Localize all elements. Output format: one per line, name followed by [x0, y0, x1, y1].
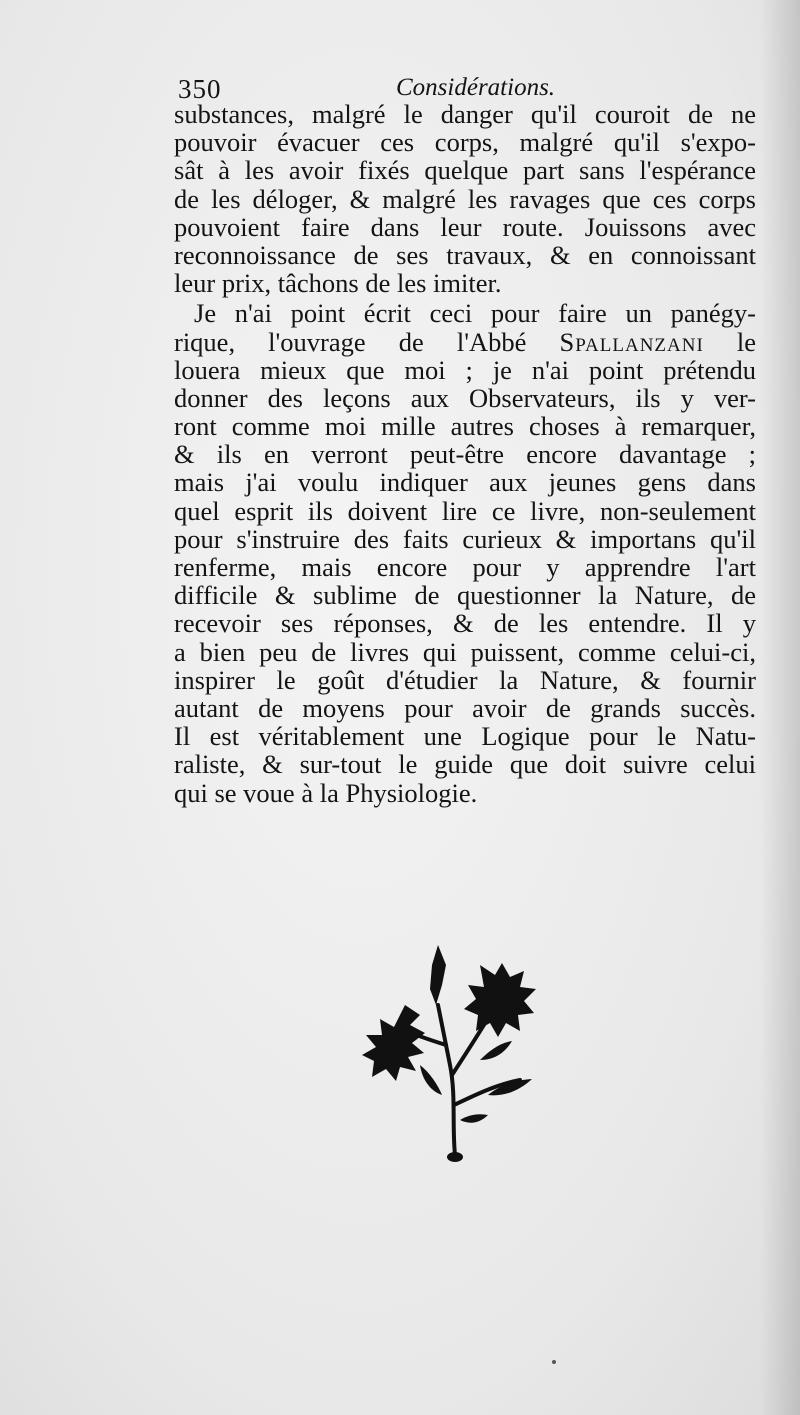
text-line-with-name: [174, 328, 756, 356]
running-head: Considérations.: [396, 74, 556, 101]
page-edge-shadow: [760, 0, 800, 1415]
text-line: substances, malgré le danger qu'il couroit de ne: [174, 99, 756, 129]
text-line: qui se voue à la Physiologie.: [174, 777, 478, 808]
text-line: & ils en verront peut-être encore davantage ;: [174, 439, 756, 470]
stray-ink-dot: [552, 1360, 556, 1364]
text-line: sât à les avoir fixés quelque part sans l'espérance: [174, 155, 756, 186]
text-line: pour s'instruire des faits curieux & importans qu'il: [174, 523, 756, 554]
text-line: reconnoissance de ses travaux, & en connoissant: [174, 239, 756, 270]
text-line: autant de moyens pour avoir de grands succès.: [174, 692, 756, 723]
text-line: pouvoir évacuer ces corps, malgré qu'il s'expo-: [174, 127, 756, 158]
text-fragment: rique, l'ouvrage de l'Abbé: [174, 326, 527, 357]
text-line: quel esprit ils doivent lire ce livre, non-seulement: [174, 495, 756, 526]
text-line: mais j'ai voulu indiquer aux jeunes gens dans: [174, 467, 756, 498]
text-line: inspirer le goût d'étudier la Nature, & fournir: [174, 664, 756, 695]
floral-fleuron-icon: [360, 945, 545, 1170]
text-fragment: le: [736, 326, 757, 357]
body-text: [174, 100, 756, 807]
text-line: louera mieux que moi ; je n'ai point prétendu: [174, 354, 756, 385]
author-name: Spallanzani: [559, 326, 704, 357]
text-line: recevoir ses réponses, & de les entendre. Il y: [174, 608, 756, 639]
text-line: renferme, mais encore pour y apprendre l'art: [174, 552, 756, 582]
page-number: 350: [178, 74, 222, 104]
text-line: pouvoient faire dans leur route. Jouissons avec: [174, 211, 756, 242]
text-line: raliste, & sur-tout le guide que doit suivre celui: [174, 749, 756, 780]
text-line: a bien peu de livres qui puissent, comme celui-ci,: [174, 636, 756, 667]
text-line: Il est véritablement une Logique pour le Natu-: [174, 721, 756, 752]
text-line: ront comme moi mille autres choses à remarquer,: [174, 411, 756, 442]
text-line: donner des leçons aux Observateurs, ils y ver-: [174, 382, 756, 413]
text-line: Je n'ai point écrit ceci pour faire un panégy-: [194, 298, 756, 329]
text-line: de les déloger, & malgré les ravages que ces corps: [174, 183, 756, 214]
text-line: difficile & sublime de questionner la Nature, de: [174, 580, 756, 611]
text-line: leur prix, tâchons de les imiter.: [174, 268, 502, 299]
